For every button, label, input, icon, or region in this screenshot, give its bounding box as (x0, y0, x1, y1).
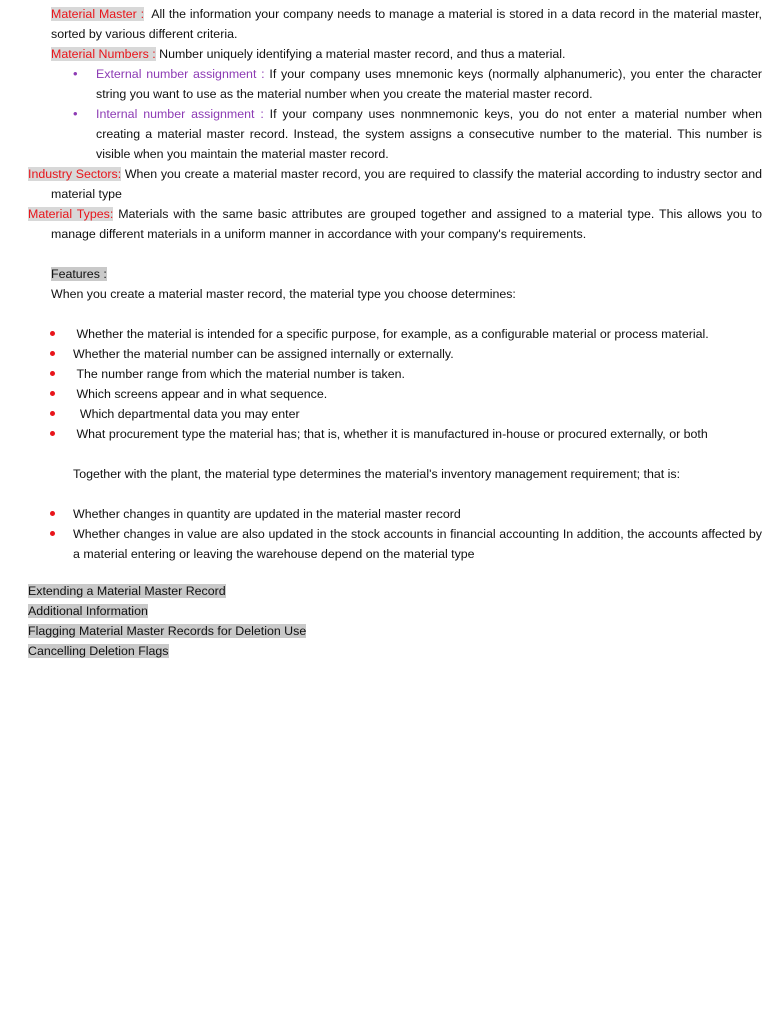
material-numbers-paragraph (0, 44, 768, 64)
material-master-paragraph (0, 4, 768, 44)
list-item (0, 504, 768, 524)
spacer (0, 484, 768, 504)
external-assignment-text: If your company uses mnemonic keys (normally alphanumeric), you enter the character string you want to use as the material number when you create the material master record. (96, 67, 762, 101)
cancelling-deletion-link[interactable]: Cancelling Deletion Flags (28, 644, 169, 658)
industry-sectors-text: When you create a material master record, you are required to classify the material according to industry sector and material type (51, 167, 763, 201)
link-line (28, 601, 768, 621)
material-types-term: Material Types: (28, 207, 114, 221)
list-item-text: Whether changes in quantity are updated in the material master record (73, 507, 461, 521)
internal-assignment-text: If your company uses nonmnemonic keys, you do not enter a material number when creating a material master record. Instead, the system assigns a consecutive number to the material. This number is visible when you maintain the material master record. (96, 107, 762, 161)
external-assignment-term: External number assignment : (96, 67, 265, 81)
bullet-icon: • (73, 66, 78, 81)
list-item (0, 344, 768, 364)
material-numbers-text: Number uniquely identifying a material master record, and thus a material. (159, 47, 566, 61)
list-item (0, 424, 768, 444)
industry-sectors-paragraph (0, 164, 768, 204)
list-item (0, 324, 768, 344)
material-numbers-term: Material Numbers : (51, 47, 156, 61)
list-item-text: The number range from which the material number is taken. (76, 367, 405, 381)
list-item-text: Whether the material number can be assigned internally or externally. (73, 347, 454, 361)
spacer (0, 304, 768, 324)
bullet-icon (50, 371, 55, 376)
plant-text: Together with the plant, the material type determines the material's inventory management requirement; that is: (73, 467, 681, 481)
list-item (0, 404, 768, 424)
material-master-text: All the information your company needs to manage a material is stored in a data record in the material master, sorted by various different criteria. (51, 7, 762, 41)
extending-record-link[interactable]: Extending a Material Master Record (28, 584, 226, 598)
bullet-icon (50, 351, 55, 356)
link-line (28, 641, 768, 661)
material-master-term: Material Master : (51, 7, 145, 21)
link-line (28, 621, 768, 641)
additional-information-link[interactable]: Additional Information (28, 604, 148, 618)
plant-bullet-list (0, 504, 768, 564)
bullet-icon (50, 391, 55, 396)
material-types-text: Materials with the same basic attributes are grouped together and assigned to a material type. This allows you to manage different materials in a uniform manner in accordance with your company's requirements. (51, 207, 762, 241)
features-intro: When you create a material master record, the material type you choose determines: (51, 287, 516, 301)
features-heading: Features : (51, 267, 107, 281)
related-links (0, 581, 768, 661)
list-item-text: Which screens appear and in what sequence. (76, 387, 328, 401)
list-item (0, 524, 768, 564)
spacer (0, 244, 768, 264)
bullet-icon: • (73, 106, 78, 121)
bullet-icon (50, 411, 55, 416)
internal-assignment-term: Internal number assignment : (96, 107, 264, 121)
bullet-icon (50, 511, 55, 516)
list-item (0, 64, 768, 104)
features-bullet-list (0, 324, 768, 444)
list-item-text: Whether changes in value are also updated in the stock accounts in financial accounting In addition, the accounts affected by a material entering or leaving the warehouse depend on the material type (73, 527, 762, 561)
spacer (0, 444, 768, 464)
industry-sectors-term: Industry Sectors: (28, 167, 122, 181)
material-types-paragraph (0, 204, 768, 244)
flagging-deletion-link[interactable]: Flagging Material Master Records for Deletion Use (28, 624, 307, 638)
features-heading-line (0, 264, 768, 284)
list-item-text: Whether the material is intended for a specific purpose, for example, as a configurable material or process material. (76, 327, 709, 341)
list-item (0, 104, 768, 164)
list-item (0, 384, 768, 404)
bullet-icon (50, 331, 55, 336)
bullet-icon (50, 531, 55, 536)
bullet-icon (50, 431, 55, 436)
number-assignment-list (0, 64, 768, 164)
document-page (0, 4, 768, 661)
list-item (0, 364, 768, 384)
link-line (28, 581, 768, 601)
list-item-text: What procurement type the material has; that is, whether it is manufactured in-house or procured externally, or both (76, 427, 708, 441)
list-item-text: Which departmental data you may enter (79, 407, 300, 421)
